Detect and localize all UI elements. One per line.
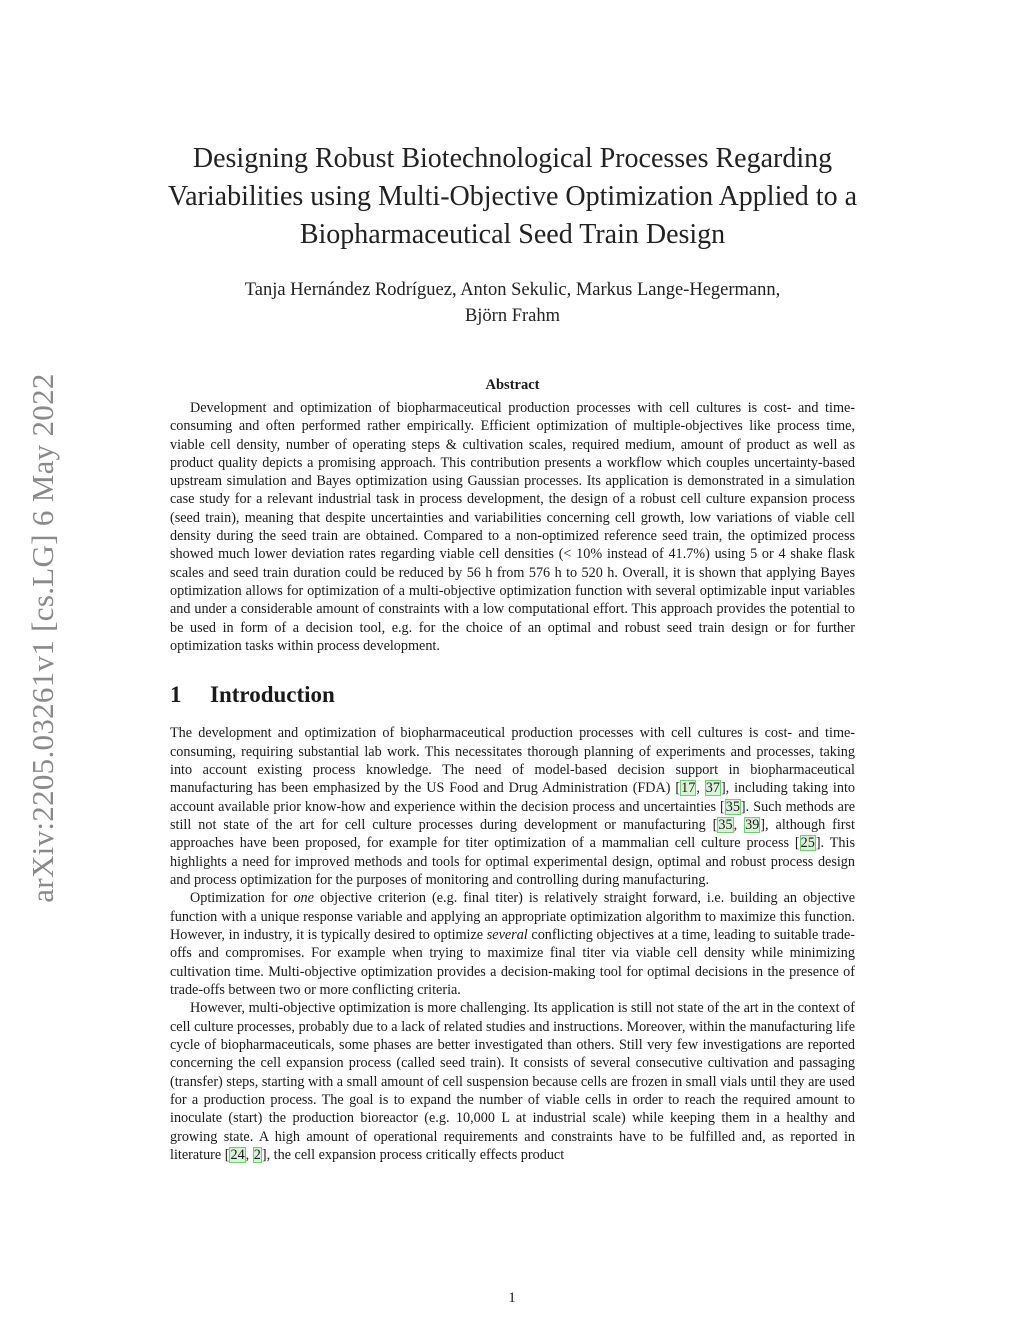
text-run: objective criterion (e.g. final titer) is relatively straight forward, i.e. building an objective function with a unique response variable and applying an appropriate optimization algorithm to maximize this function. However, in industry, it is typically desired to optimize (170, 890, 855, 943)
emphasis-text: several (486, 926, 528, 943)
text-run: , (696, 780, 705, 797)
section-title: Introduction (210, 682, 335, 708)
text-run: , (245, 1147, 253, 1164)
intro-paragraph-1 (170, 724, 855, 889)
text-run: However, multi-objective optimization is more challenging. Its application is still not state of the art in the context of cell culture processes, probably due to a lack of related studies and instructions. Moreover, within the manufacturing life cycle of biopharmaceuticals, some phases are better investigated than others. Still very few investigations are reported concerning the cell expansion process (called seed train). It consists of several consecutive cultivation and passaging (transfer) steps, starting with a small amount of cell suspension because cells are frozen in small vials until they are used for a production process. The goal is to expand the number of viable cells in order to reach the required amount to inoculate (start) the production bioreactor (e.g. 10,000 L at industrial scale) while keeping them in a healthy and growing state. A high amount of operational requirements and constraints have to be fulfilled and, as reported in literature [ (170, 1000, 855, 1164)
paper-page (170, 140, 855, 1164)
citation-link[interactable]: 35 (725, 798, 740, 815)
intro-paragraph-2 (170, 889, 855, 999)
intro-paragraph-3 (170, 999, 855, 1164)
text-run: conflicting objectives at a time, leading to suitable trade-offs and compromises. For example when trying to maximize final titer via viable cell density while minimizing cultivation time. Multi-objective optimization provides a decision-making tool for optimal decisions in the presence of trade-offs between two or more conflicting criteria. (170, 926, 856, 998)
text-run: ], including taking into account available prior know-how and experience within the decision process and uncertainties [ (170, 780, 855, 815)
title-line: Biopharmaceutical Seed Train Design (299, 219, 726, 250)
title-line: Variabilities using Multi-Objective Optimization Applied to a (168, 181, 857, 212)
section-number: 1 (170, 682, 182, 708)
author-line: Tanja Hernández Rodríguez, Anton Sekulic, Markus Lange-Hegermann, (244, 280, 781, 300)
emphasis-text: one (293, 890, 314, 907)
abstract-text: Development and optimization of biopharmaceutical production processes with cell cultures is cost- and time-consuming and often performed rather empirically. Efficient optimization of multiple-objectives like process time, viable cell density, number of operating steps & cultivation scales, required medium, amount of product as well as product quality depicts a promising approach. This contribution presents a workflow which couples uncertainty-based upstream simulation and Bayes optimization using Gaussian processes. Its application is demonstrated in a simulation case study for a relevant industrial task in process development, the design of a robust cell culture expansion process (seed train), meaning that despite uncertainties and variabilities concerning cell growth, low variations of viable cell density during the seed train are obtained. Compared to a non-optimized reference seed train, the optimized process showed much lower deviation rates regarding viable cell densities (< 10% instead of 41.7%) using 5 or 4 shake flask scales and seed train duration could be reduced by 56 h from 576 h to 520 h. Overall, it is shown that applying Bayes optimization allows for optimization of a multi-objective optimization function with several optimizable input variables and under a considerable amount of constraints with a low computational effort. This approach provides the potential to be used in form of a decision tool, e.g. for the choice of an optimal and robust seed train design or for further optimization tasks within process development. (170, 400, 855, 654)
citation-link[interactable]: 37 (705, 780, 720, 797)
text-run: ], although first approaches have been proposed, for example for titer optimization of a mammalian cell culture process [ (170, 816, 855, 852)
citation-link[interactable]: 25 (800, 835, 815, 852)
citation-link[interactable]: 2 (253, 1147, 261, 1164)
author-line: Björn Frahm (464, 306, 561, 326)
section-heading-introduction (170, 682, 855, 708)
text-run: The development and optimization of biopharmaceutical production processes with cell cultures is cost- and time-consuming, requiring substantial lab work. This necessitates thorough planning of experiments and processes, taking into account existing process knowledge. The need of model-based decision support in biopharmaceutical manufacturing has been emphasized by the US Food and Drug Administration (FDA) [ (170, 725, 855, 797)
citation-link[interactable]: 39 (745, 816, 760, 833)
text-run: ]. Such methods are still not state of the art for cell culture processes during development or manufacturing [ (170, 798, 855, 833)
citation-link[interactable]: 35 (718, 816, 733, 833)
citation-link[interactable]: 17 (681, 780, 696, 797)
text-run: ]. This highlights a need for improved methods and tools for optimal experimental design, optimal and robust process design and process optimization for the purposes of monitoring and controlling during manufacturing. (170, 835, 855, 888)
author-list (170, 277, 855, 329)
citation-link[interactable]: 24 (230, 1147, 245, 1164)
abstract-heading: Abstract (485, 377, 540, 393)
text-run: , (733, 816, 745, 833)
text-run: Optimization for (190, 890, 294, 907)
arxiv-identifier-stamp: arXiv:2205.03261v1 [cs.LG] 6 May 2022 (25, 373, 60, 903)
title-line: Designing Robust Biotechnological Processes Regarding (192, 143, 833, 174)
paper-title (170, 140, 855, 254)
page-number: 1 (508, 1290, 516, 1306)
text-run: ], the cell expansion process critically effects product (261, 1147, 565, 1164)
